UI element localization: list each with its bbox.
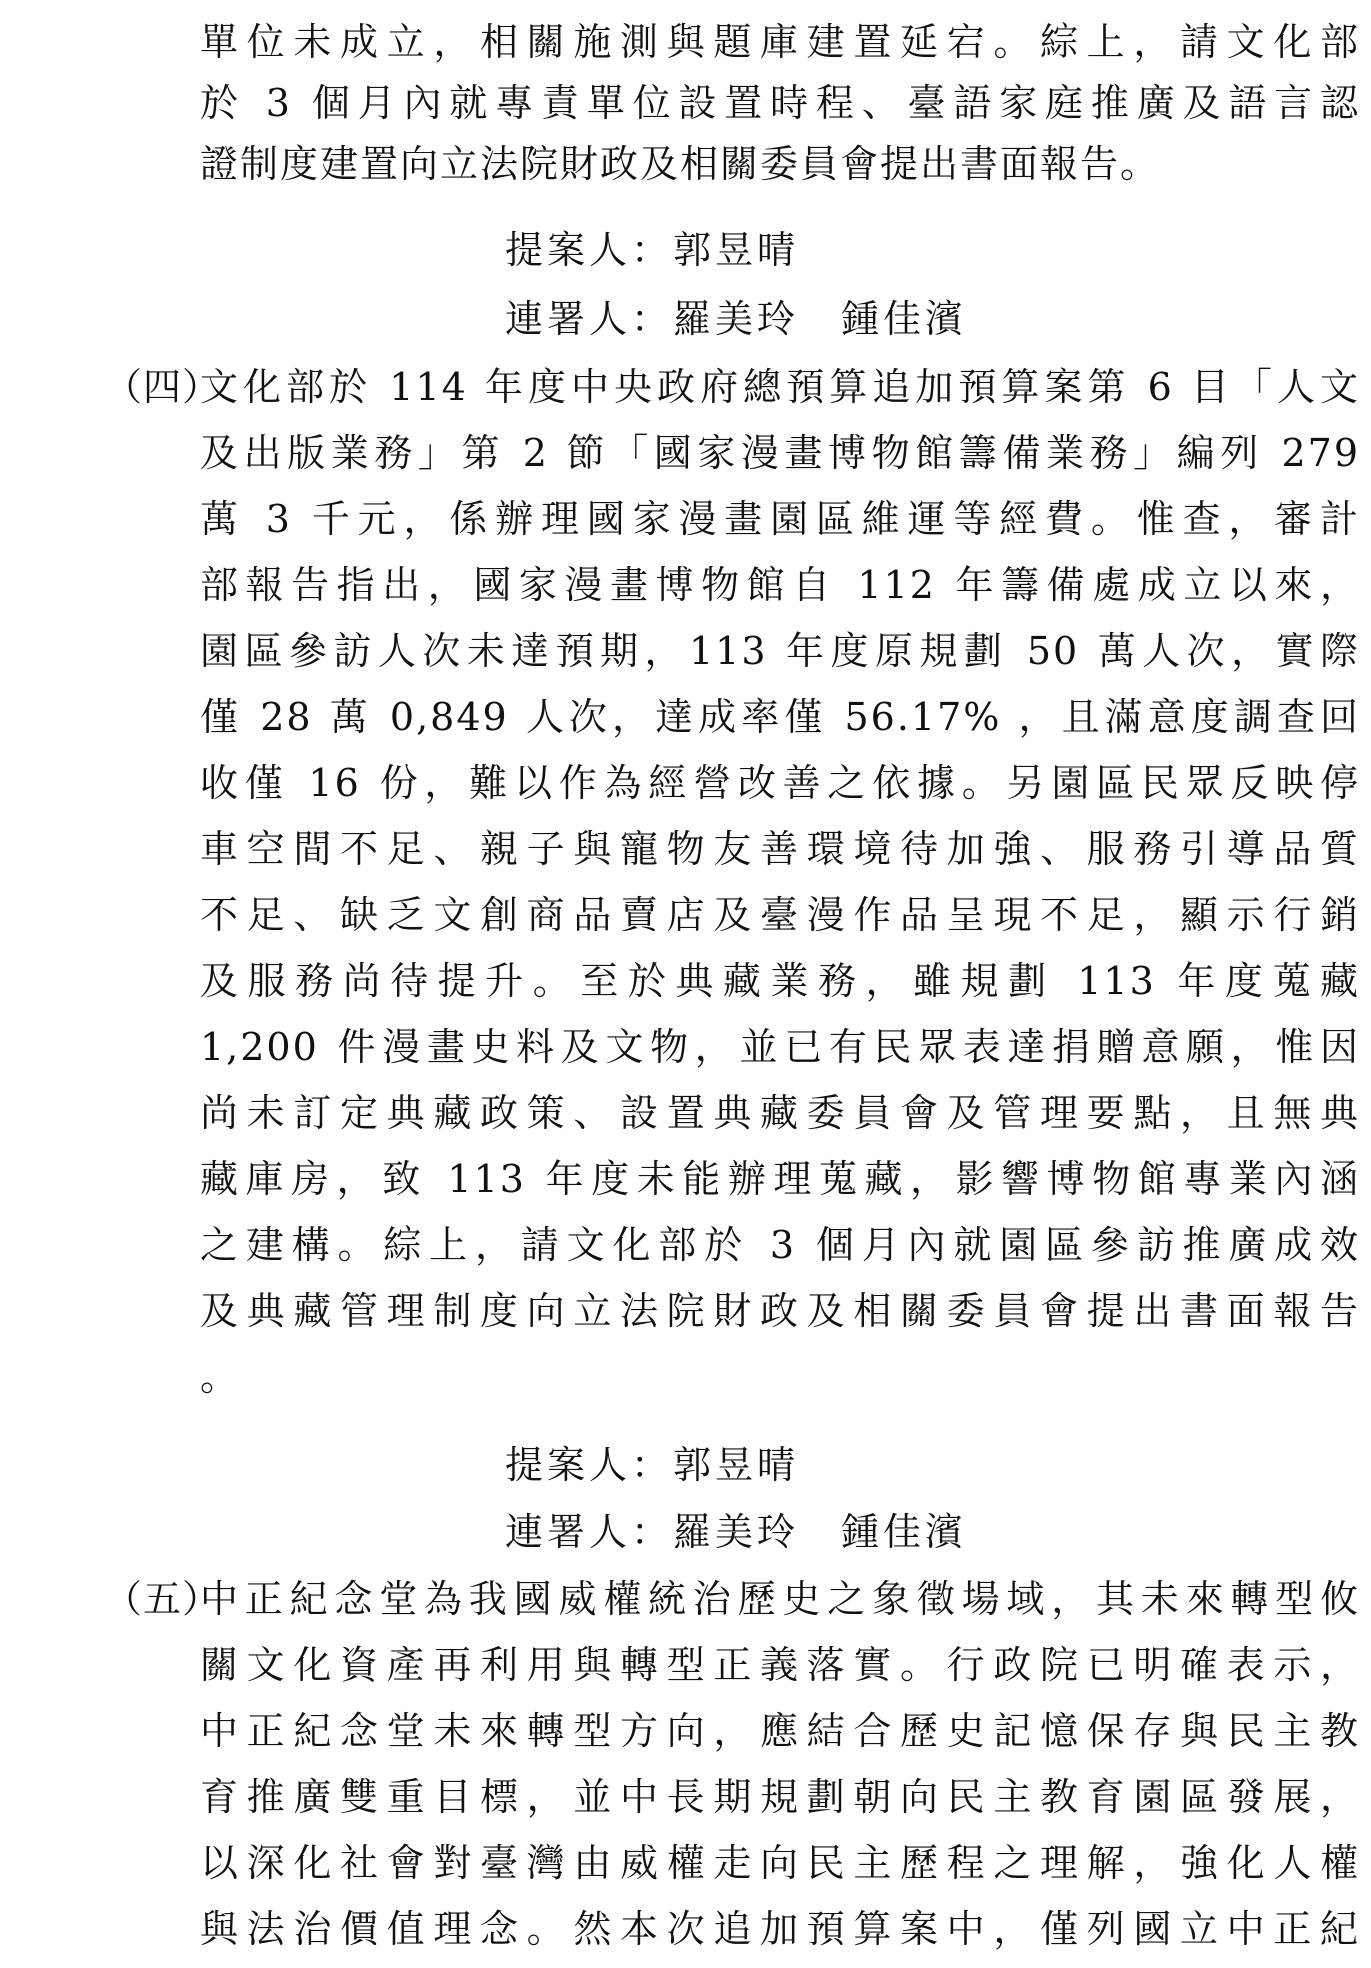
paragraph-line: 收僅 16 份，難以作為經營改善之依據。另園區民眾反映停 (200, 761, 1360, 805)
paragraph-line: 萬 3 千元，係辦理國家漫畫園區維運等經費。惟查，審計 (200, 497, 1360, 541)
paragraph-line: 及服務尚待提升。至於典藏業務，雖規劃 113 年度蒐藏 (200, 959, 1360, 1003)
paragraph-line: 藏庫房，致 113 年度未能辦理蒐藏，影響博物館專業內涵 (200, 1157, 1360, 1201)
paragraph-line: 尚未訂定典藏政策、設置典藏委員會及管理要點，且無典 (200, 1091, 1360, 1135)
paragraph-line: 及出版業務」第 2 節「國家漫畫博物館籌備業務」編列 279 (200, 431, 1360, 475)
paragraph-line: 。 (200, 1355, 241, 1399)
cosigner-line: 連署人：羅美玲 鍾佳濱 (505, 1510, 968, 1554)
item-marker-4: （四） (104, 365, 222, 409)
item-marker-5: （五） (104, 1577, 222, 1621)
paragraph-line: 文化部於 114 年度中央政府總預算追加預算案第 6 目「人文 (200, 365, 1360, 409)
proposer-line: 提案人：郭昱晴 (505, 228, 800, 272)
proposer-line: 提案人：郭昱晴 (505, 1443, 800, 1487)
paragraph-line: 車空間不足、親子與寵物友善環境待加強、服務引導品質 (200, 827, 1360, 871)
paragraph-line: 中正紀念堂未來轉型方向，應結合歷史記憶保存與民主教 (200, 1709, 1360, 1753)
paragraph-line: 育推廣雙重目標，並中長期規劃朝向民主教育園區發展， (200, 1775, 1360, 1819)
paragraph-line: 僅 28 萬 0,849 人次，達成率僅 56.17% ，且滿意度調查回 (200, 695, 1360, 739)
paragraph-line: 部報告指出，國家漫畫博物館自 112 年籌備處成立以來， (200, 563, 1360, 607)
cosigner-line: 連署人：羅美玲 鍾佳濱 (505, 297, 968, 341)
paragraph-line: 以深化社會對臺灣由威權走向民主歷程之理解，強化人權 (200, 1841, 1360, 1885)
paragraph-line: 1,200 件漫畫史料及文物，並已有民眾表達捐贈意願，惟因 (200, 1025, 1360, 1069)
paragraph-line: 不足、缺乏文創商品賣店及臺漫作品呈現不足，顯示行銷 (200, 893, 1360, 937)
paragraph-line: 及典藏管理制度向立法院財政及相關委員會提出書面報告 (200, 1289, 1360, 1333)
paragraph-line: 中正紀念堂為我國威權統治歷史之象徵場域，其未來轉型攸 (200, 1577, 1360, 1621)
paragraph-line: 與法治價值理念。然本次追加預算案中，僅列國立中正紀 (200, 1907, 1360, 1951)
paragraph-line: 關文化資產再利用與轉型正義落實。行政院已明確表示， (200, 1643, 1360, 1687)
paragraph-line: 園區參訪人次未達預期，113 年度原規劃 50 萬人次，實際 (200, 629, 1360, 673)
paragraph-line: 之建構。綜上，請文化部於 3 個月內就園區參訪推廣成效 (200, 1223, 1360, 1267)
paragraph-line: 證制度建置向立法院財政及相關委員會提出書面報告。 (200, 142, 1161, 186)
paragraph-line: 單位未成立，相關施測與題庫建置延宕。綜上，請文化部 (200, 20, 1360, 64)
paragraph-line: 於 3 個月內就專責單位設置時程、臺語家庭推廣及語言認 (200, 81, 1360, 125)
